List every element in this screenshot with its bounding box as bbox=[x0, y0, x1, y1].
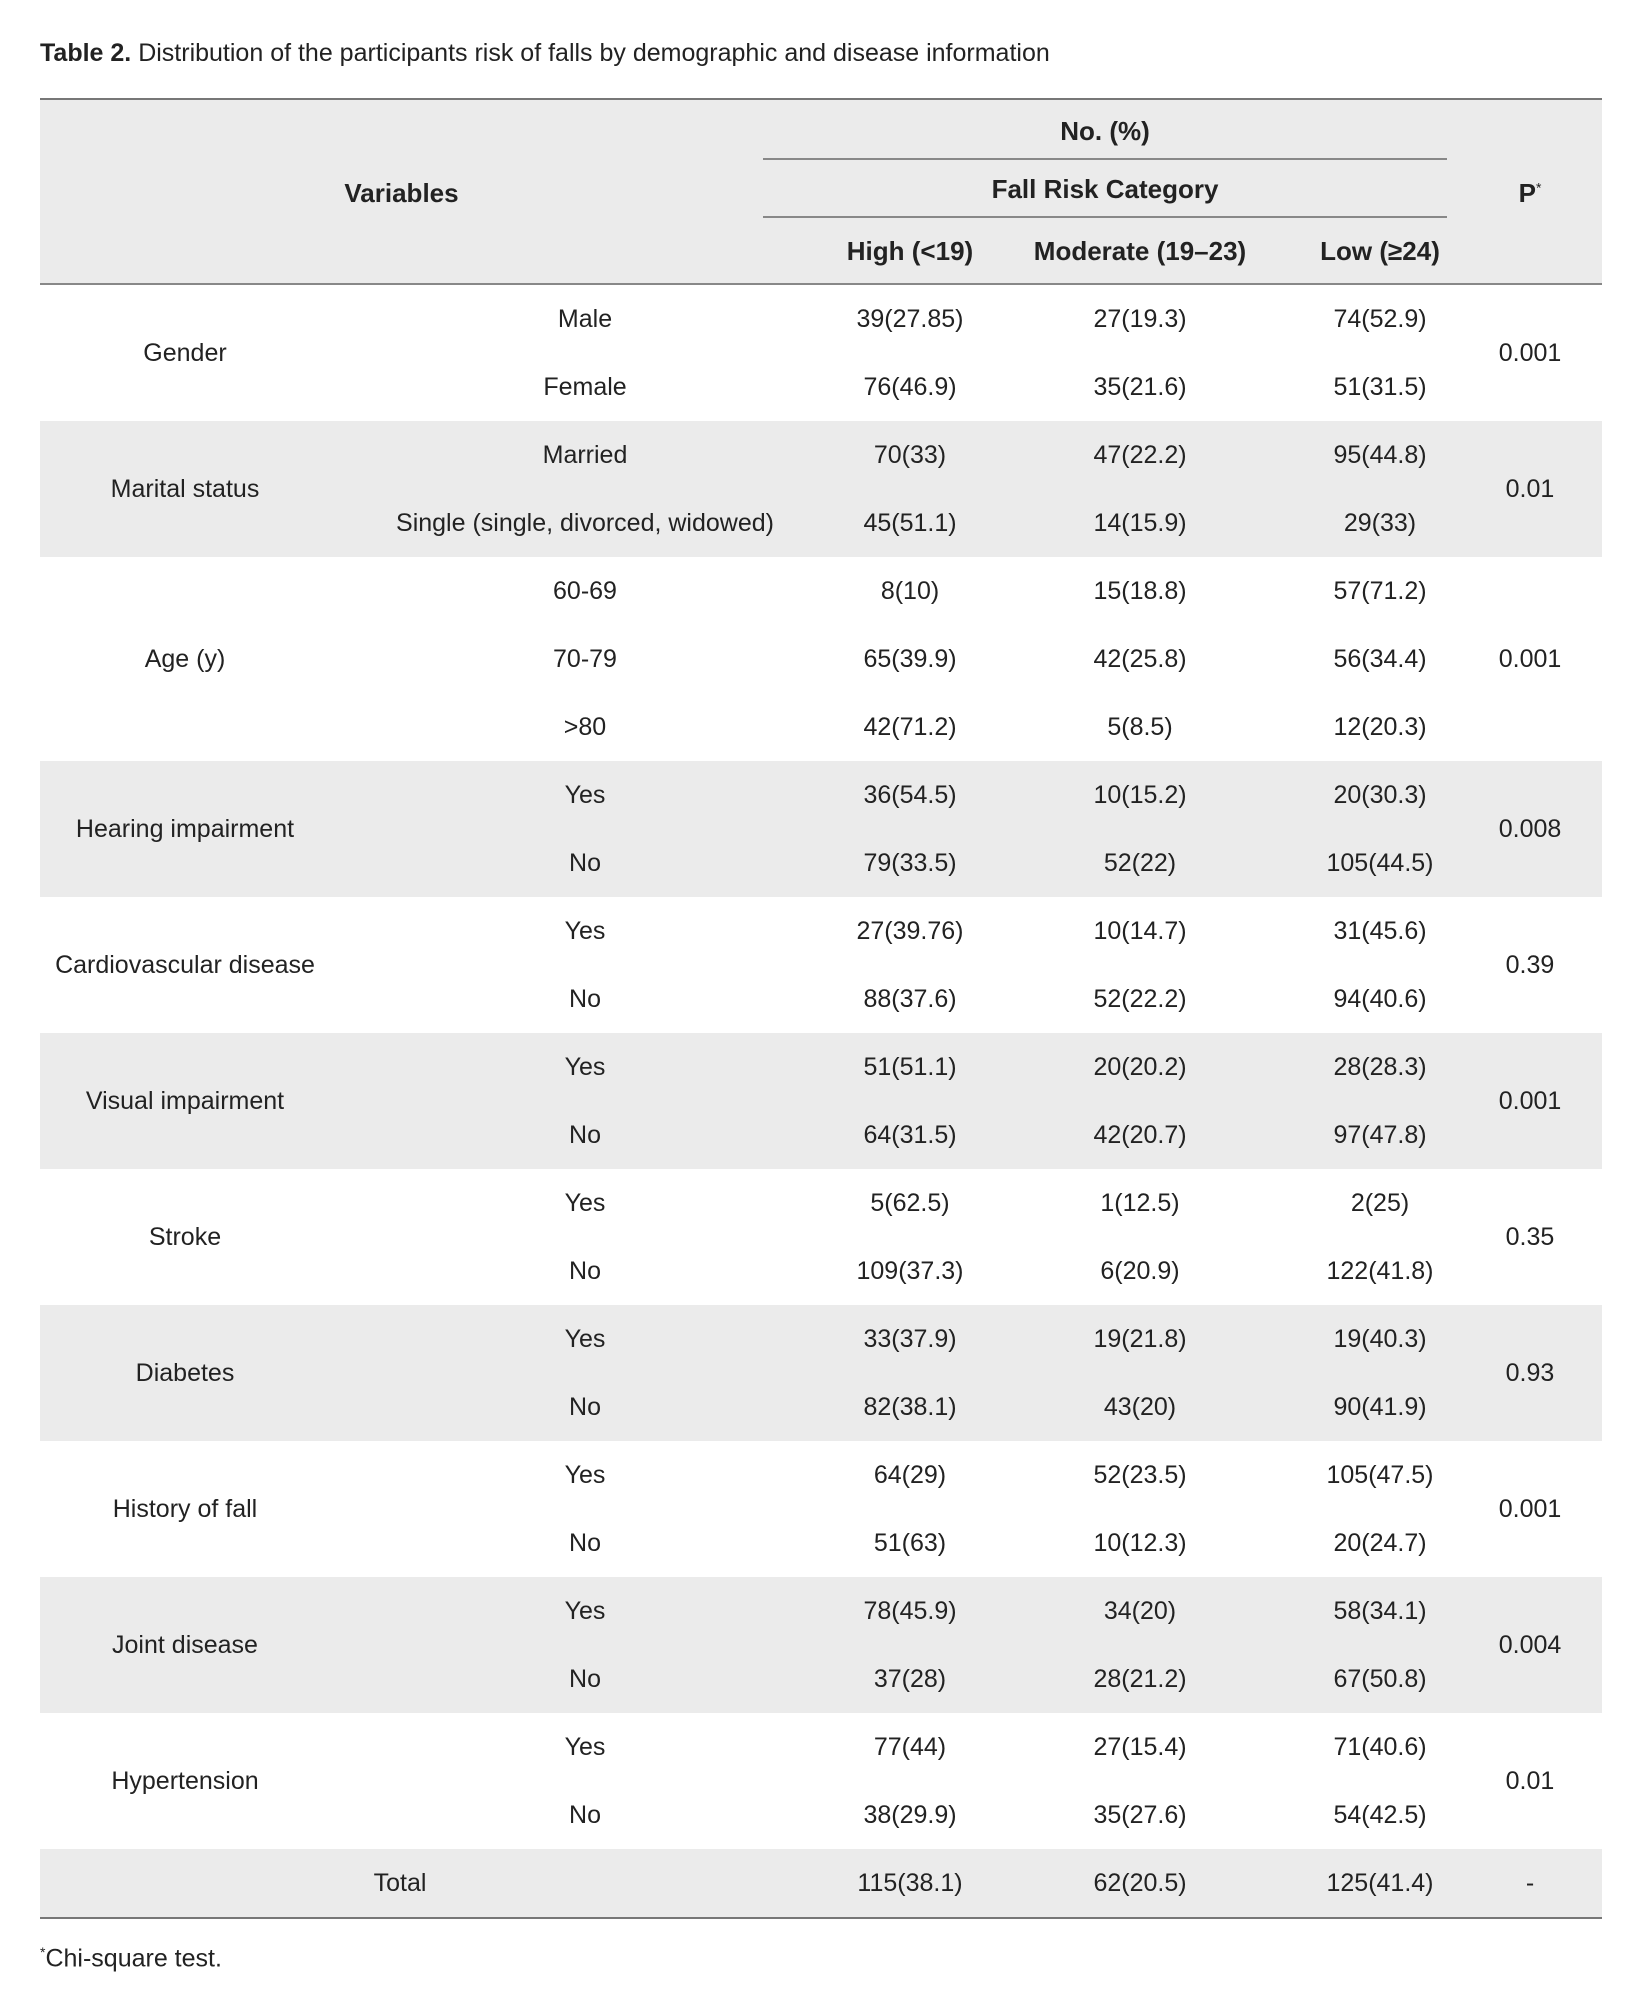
low-risk-cell: 122(41.8) bbox=[1326, 1257, 1434, 1285]
variable-group bbox=[40, 285, 1602, 421]
moderate-risk-cell: 35(21.6) bbox=[1093, 373, 1187, 401]
variable-group bbox=[40, 1305, 1602, 1441]
low-risk-cell: 71(40.6) bbox=[1333, 1733, 1427, 1761]
total-p: - bbox=[1525, 1869, 1535, 1897]
footnote-text: Chi-square test. bbox=[45, 1944, 222, 1973]
p-value-cell: 0.001 bbox=[1498, 1086, 1562, 1115]
high-risk-cell: 82(38.1) bbox=[863, 1393, 957, 1421]
total-label: Total bbox=[373, 1869, 427, 1897]
moderate-risk-cell: 47(22.2) bbox=[1093, 441, 1187, 469]
low-risk-cell: 54(42.5) bbox=[1333, 1801, 1427, 1829]
high-risk-cell: 33(37.9) bbox=[863, 1325, 957, 1353]
subcategory-cell: Yes bbox=[564, 1597, 606, 1625]
subcategory-cell: Yes bbox=[564, 781, 606, 809]
low-risk-cell: 56(34.4) bbox=[1333, 645, 1427, 673]
subcategory-cell: No bbox=[569, 1801, 601, 1829]
moderate-risk-cell: 6(20.9) bbox=[1100, 1257, 1180, 1285]
low-risk-cell: 29(33) bbox=[1343, 509, 1417, 537]
header-no-percent: No. (%) bbox=[1060, 116, 1150, 146]
p-value-cell: 0.008 bbox=[1498, 814, 1562, 843]
subcategory-cell: Single (single, divorced, widowed) bbox=[396, 509, 774, 537]
moderate-risk-cell: 14(15.9) bbox=[1093, 509, 1187, 537]
moderate-risk-cell: 1(12.5) bbox=[1100, 1189, 1180, 1217]
variable-group bbox=[40, 1577, 1602, 1713]
low-risk-cell: 20(24.7) bbox=[1333, 1529, 1427, 1557]
table-row bbox=[40, 1169, 1602, 1237]
subcategory-cell: No bbox=[569, 1121, 601, 1149]
table-row bbox=[40, 557, 1602, 625]
p-value-cell: 0.001 bbox=[1498, 338, 1562, 367]
variable-group bbox=[40, 1033, 1602, 1169]
high-risk-cell: 109(37.3) bbox=[856, 1257, 964, 1285]
subcategory-cell: 70-79 bbox=[553, 645, 617, 673]
low-risk-cell: 105(47.5) bbox=[1326, 1461, 1434, 1489]
p-value-cell: 0.01 bbox=[1505, 1766, 1555, 1795]
table-row bbox=[40, 489, 1602, 557]
moderate-risk-cell: 42(20.7) bbox=[1093, 1121, 1187, 1149]
low-risk-cell: 97(47.8) bbox=[1333, 1121, 1427, 1149]
header-p bbox=[1460, 178, 1600, 209]
table-row bbox=[40, 421, 1602, 489]
moderate-risk-cell: 52(23.5) bbox=[1093, 1461, 1187, 1489]
p-value-cell: 0.001 bbox=[1498, 1494, 1562, 1523]
table-total-row bbox=[40, 1849, 1602, 1917]
variable-label: Gender bbox=[143, 338, 227, 367]
subcategory-cell: Yes bbox=[564, 1325, 606, 1353]
high-risk-cell: 51(51.1) bbox=[863, 1053, 957, 1081]
moderate-risk-cell: 20(20.2) bbox=[1093, 1053, 1187, 1081]
table-body bbox=[40, 285, 1602, 1849]
header-fall-risk-category: Fall Risk Category bbox=[991, 174, 1219, 204]
table-row bbox=[40, 897, 1602, 965]
variable-label: Hearing impairment bbox=[75, 814, 295, 843]
high-risk-cell: 5(62.5) bbox=[870, 1189, 950, 1217]
subcategory-cell: No bbox=[569, 1257, 601, 1285]
moderate-risk-cell: 5(8.5) bbox=[1107, 713, 1173, 741]
low-risk-cell: 12(20.3) bbox=[1333, 713, 1427, 741]
low-risk-cell: 2(25) bbox=[1350, 1189, 1410, 1217]
subcategory-cell: Yes bbox=[564, 1461, 606, 1489]
table-row bbox=[40, 1645, 1602, 1713]
high-risk-cell: 64(29) bbox=[873, 1461, 947, 1489]
table-footnote bbox=[40, 1944, 222, 1973]
table-row bbox=[40, 1781, 1602, 1849]
table-row bbox=[40, 1373, 1602, 1441]
header-p-sup: * bbox=[1535, 179, 1542, 196]
table-bottom-rule bbox=[40, 1917, 1602, 1919]
variable-group bbox=[40, 1441, 1602, 1577]
low-risk-cell: 28(28.3) bbox=[1333, 1053, 1427, 1081]
high-risk-cell: 42(71.2) bbox=[863, 713, 957, 741]
subcategory-cell: Male bbox=[557, 305, 613, 333]
total-high: 115(38.1) bbox=[857, 1869, 963, 1897]
high-risk-cell: 78(45.9) bbox=[863, 1597, 957, 1625]
low-risk-cell: 51(31.5) bbox=[1333, 373, 1427, 401]
header-moderate: Moderate (19–23) bbox=[1033, 236, 1247, 266]
variable-label: Stroke bbox=[148, 1222, 222, 1251]
total-low: 125(41.4) bbox=[1326, 1869, 1434, 1897]
subcategory-cell: Married bbox=[542, 441, 628, 469]
table-row bbox=[40, 1305, 1602, 1373]
high-risk-cell: 77(44) bbox=[873, 1733, 947, 1761]
p-value-cell: 0.001 bbox=[1498, 644, 1562, 673]
moderate-risk-cell: 19(21.8) bbox=[1093, 1325, 1187, 1353]
variable-group bbox=[40, 421, 1602, 557]
moderate-risk-cell: 35(27.6) bbox=[1093, 1801, 1187, 1829]
table-row bbox=[40, 625, 1602, 693]
subcategory-cell: No bbox=[569, 1529, 601, 1557]
p-value-cell: 0.35 bbox=[1505, 1222, 1555, 1251]
header-variables: Variables bbox=[344, 178, 459, 208]
table-caption bbox=[40, 36, 1050, 70]
variable-label: Joint disease bbox=[112, 1630, 258, 1659]
variable-label: History of fall bbox=[112, 1494, 258, 1523]
high-risk-cell: 39(27.85) bbox=[856, 305, 964, 333]
p-value-cell: 0.39 bbox=[1505, 950, 1555, 979]
table-row bbox=[40, 1509, 1602, 1577]
results-table bbox=[40, 98, 1602, 1919]
header-subrule-2 bbox=[763, 216, 1447, 218]
table-row bbox=[40, 1101, 1602, 1169]
table-row bbox=[40, 285, 1602, 353]
variable-label: Age (y) bbox=[144, 644, 226, 673]
variable-label: Diabetes bbox=[135, 1358, 235, 1387]
header-subrule-1 bbox=[763, 158, 1447, 160]
table-row bbox=[40, 353, 1602, 421]
high-risk-cell: 8(10) bbox=[880, 577, 940, 605]
high-risk-cell: 64(31.5) bbox=[863, 1121, 957, 1149]
high-risk-cell: 38(29.9) bbox=[863, 1801, 957, 1829]
table-row bbox=[40, 1713, 1602, 1781]
moderate-risk-cell: 34(20) bbox=[1103, 1597, 1177, 1625]
low-risk-cell: 94(40.6) bbox=[1333, 985, 1427, 1013]
high-risk-cell: 76(46.9) bbox=[863, 373, 957, 401]
high-risk-cell: 88(37.6) bbox=[863, 985, 957, 1013]
moderate-risk-cell: 15(18.8) bbox=[1093, 577, 1187, 605]
subcategory-cell: 60-69 bbox=[553, 577, 617, 605]
p-value-cell: 0.01 bbox=[1505, 474, 1555, 503]
header-high: High (<19) bbox=[846, 236, 974, 266]
subcategory-cell: No bbox=[569, 985, 601, 1013]
footnote-sup: * bbox=[40, 1944, 46, 1960]
p-value-cell: 0.004 bbox=[1498, 1630, 1562, 1659]
table-row bbox=[40, 1849, 1602, 1917]
header-p-label: P bbox=[1518, 178, 1536, 208]
p-value-cell: 0.93 bbox=[1505, 1358, 1555, 1387]
low-risk-cell: 58(34.1) bbox=[1333, 1597, 1427, 1625]
variable-group bbox=[40, 557, 1602, 761]
total-moderate: 62(20.5) bbox=[1093, 1869, 1187, 1897]
moderate-risk-cell: 27(19.3) bbox=[1093, 305, 1187, 333]
high-risk-cell: 45(51.1) bbox=[863, 509, 957, 537]
table-caption-label: Table 2. bbox=[40, 39, 132, 67]
subcategory-cell: Yes bbox=[564, 1189, 606, 1217]
moderate-risk-cell: 52(22) bbox=[1103, 849, 1177, 877]
table-row bbox=[40, 761, 1602, 829]
high-risk-cell: 79(33.5) bbox=[863, 849, 957, 877]
table-row bbox=[40, 1237, 1602, 1305]
subcategory-cell: Yes bbox=[564, 1733, 606, 1761]
low-risk-cell: 19(40.3) bbox=[1333, 1325, 1427, 1353]
subcategory-cell: Yes bbox=[564, 1053, 606, 1081]
variable-group bbox=[40, 897, 1602, 1033]
table-row bbox=[40, 829, 1602, 897]
moderate-risk-cell: 10(14.7) bbox=[1093, 917, 1187, 945]
moderate-risk-cell: 43(20) bbox=[1103, 1393, 1177, 1421]
high-risk-cell: 27(39.76) bbox=[856, 917, 964, 945]
moderate-risk-cell: 42(25.8) bbox=[1093, 645, 1187, 673]
high-risk-cell: 36(54.5) bbox=[863, 781, 957, 809]
table-row bbox=[40, 693, 1602, 761]
subcategory-cell: No bbox=[569, 1393, 601, 1421]
variable-group bbox=[40, 1713, 1602, 1849]
table-row bbox=[40, 1577, 1602, 1645]
low-risk-cell: 95(44.8) bbox=[1333, 441, 1427, 469]
variable-label: Visual impairment bbox=[85, 1086, 285, 1115]
low-risk-cell: 57(71.2) bbox=[1333, 577, 1427, 605]
low-risk-cell: 31(45.6) bbox=[1333, 917, 1427, 945]
low-risk-cell: 90(41.9) bbox=[1333, 1393, 1427, 1421]
moderate-risk-cell: 10(15.2) bbox=[1093, 781, 1187, 809]
table-header bbox=[40, 100, 1602, 283]
subcategory-cell: No bbox=[569, 1665, 601, 1693]
high-risk-cell: 65(39.9) bbox=[863, 645, 957, 673]
subcategory-cell: Yes bbox=[564, 917, 606, 945]
low-risk-cell: 20(30.3) bbox=[1333, 781, 1427, 809]
variable-label: Cardiovascular disease bbox=[55, 950, 315, 979]
low-risk-cell: 105(44.5) bbox=[1326, 849, 1434, 877]
low-risk-cell: 67(50.8) bbox=[1333, 1665, 1427, 1693]
header-low: Low (≥24) bbox=[1320, 236, 1440, 266]
variable-label: Marital status bbox=[110, 474, 260, 503]
moderate-risk-cell: 52(22.2) bbox=[1093, 985, 1187, 1013]
subcategory-cell: >80 bbox=[563, 713, 607, 741]
table-row bbox=[40, 965, 1602, 1033]
variable-label: Hypertension bbox=[111, 1766, 259, 1795]
moderate-risk-cell: 10(12.3) bbox=[1093, 1529, 1187, 1557]
high-risk-cell: 51(63) bbox=[873, 1529, 947, 1557]
variable-group bbox=[40, 1169, 1602, 1305]
high-risk-cell: 37(28) bbox=[873, 1665, 947, 1693]
high-risk-cell: 70(33) bbox=[873, 441, 947, 469]
subcategory-cell: No bbox=[569, 849, 601, 877]
table-row bbox=[40, 1441, 1602, 1509]
subcategory-cell: Female bbox=[543, 373, 627, 401]
moderate-risk-cell: 28(21.2) bbox=[1093, 1665, 1187, 1693]
low-risk-cell: 74(52.9) bbox=[1333, 305, 1427, 333]
variable-group bbox=[40, 761, 1602, 897]
table-row bbox=[40, 1033, 1602, 1101]
moderate-risk-cell: 27(15.4) bbox=[1093, 1733, 1187, 1761]
table-caption-text: Distribution of the participants risk of falls by demographic and disease information bbox=[131, 39, 1050, 67]
